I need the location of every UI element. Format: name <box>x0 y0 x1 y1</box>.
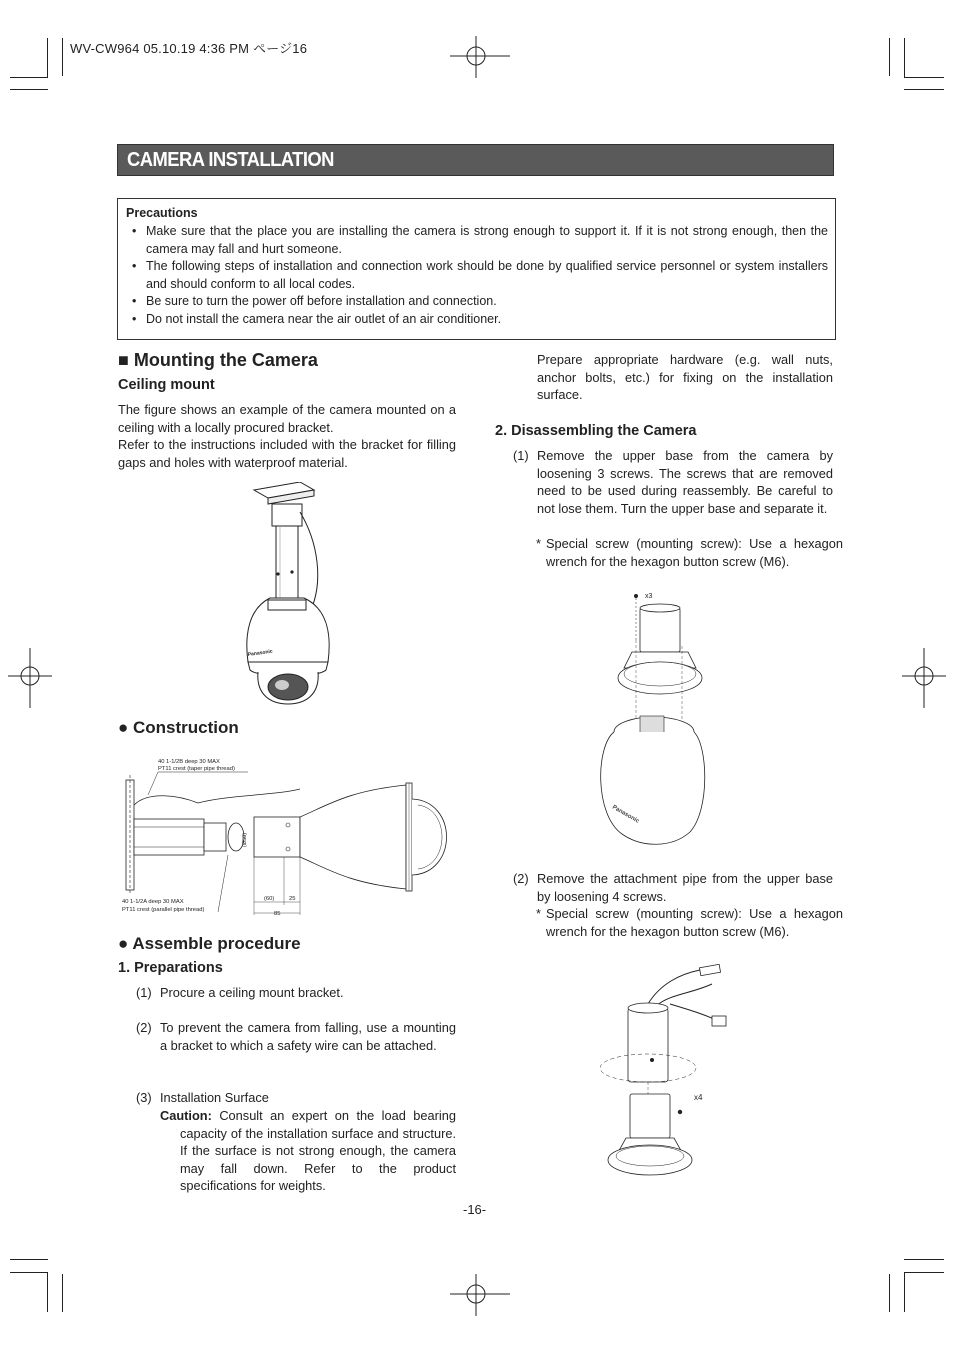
precaution-item: • The following steps of installation and connection work should be done by qualified service personnel or system installers and should conform to all local codes. <box>130 258 828 293</box>
crop-mark <box>904 38 905 78</box>
prep-step-3: (3) Installation Surface <box>136 1090 269 1105</box>
registration-mark <box>450 1274 510 1316</box>
precaution-item: • Make sure that the place you are installing the camera is strong enough to support it. If it is not strong enough, then the camera may fall and hurt someone. <box>130 223 828 258</box>
construction-dim-25: 25 <box>289 896 296 902</box>
construction-label-top-1: 40 1-1/2B deep 30 MAX <box>158 759 220 765</box>
attachment-pipe-illustration <box>600 964 740 1178</box>
page-number: -16- <box>463 1202 487 1217</box>
screw-note-1: * Special screw (mounting screw): Use a hexagon wrench for the hexagon button screw (M6). <box>536 535 843 570</box>
crop-mark <box>904 1272 944 1273</box>
caution-label: Caution: <box>160 1108 212 1123</box>
assemble-heading: ● Assemble procedure <box>118 934 301 953</box>
prepare-hardware-text: Prepare appropriate hardware (e.g. wall nuts, anchor bolts, etc.) for fixing on the installation surface. <box>537 352 833 402</box>
crop-mark <box>62 38 63 76</box>
ceiling-camera-illustration <box>240 482 340 708</box>
construction-dim-diameter: (Ø58) <box>242 832 248 847</box>
prep-step-2: (2) To prevent the camera from falling, use a mounting a bracket to which a safety wire can be attached. <box>136 1020 456 1053</box>
prep-step-1: (1) Procure a ceiling mount bracket. <box>136 985 344 1000</box>
registration-mark <box>902 648 946 708</box>
caution-note <box>160 1107 456 1195</box>
construction-dim-60: (60) <box>264 896 275 902</box>
crop-mark <box>10 1259 48 1260</box>
precautions-box <box>117 198 836 340</box>
screw-count-label: x3 <box>645 593 653 600</box>
crop-mark <box>10 77 48 78</box>
ceiling-mount-text: The figure shows an example of the camera mounted on a ceiling with a locally procured bracket. Refer to the instructions included with the bracket for filling gaps and holes with waterproof material. <box>118 402 456 470</box>
screw-count-label-2: x4 <box>694 1093 703 1102</box>
construction-label-bottom-1: 40 1-1/2A deep 30 MAX <box>122 899 184 905</box>
mounting-heading: ■ Mounting the Camera <box>118 350 318 370</box>
construction-label-top-2: PT11 crest (taper pipe thread) <box>158 766 235 772</box>
disassemble-camera-illustration <box>592 586 712 854</box>
crop-mark <box>10 1272 48 1273</box>
page-title-bar <box>117 144 834 176</box>
crop-mark <box>889 1274 890 1312</box>
construction-dim-85: 85 <box>274 911 281 917</box>
caution-text: Consult an expert on the load bearing capacity of the installation surface and structure. If the surface is not strong enough, the camera may fall down. Refer to the product specifications for weights. <box>180 1108 456 1193</box>
precaution-item: • Be sure to turn the power off before installation and connection. <box>130 293 828 311</box>
crop-mark <box>889 38 890 76</box>
registration-mark <box>8 648 52 708</box>
crop-mark <box>47 38 48 78</box>
construction-heading: ● Construction <box>118 718 239 737</box>
disassemble-step-2: (2) Remove the attachment pipe from the upper base by loosening 4 screws. <box>513 871 833 904</box>
precaution-item: • Do not install the camera near the air outlet of an air conditioner. <box>130 311 828 329</box>
crop-mark <box>904 89 944 90</box>
crop-mark <box>62 1274 63 1312</box>
crop-mark <box>10 89 48 90</box>
page-title: CAMERA INSTALLATION <box>127 149 334 171</box>
precautions-list <box>130 223 828 328</box>
crop-mark <box>904 1272 905 1312</box>
screw-note-2: * Special screw (mounting screw): Use a hexagon wrench for the hexagon button screw (M6). <box>536 905 843 940</box>
crop-mark <box>904 1259 944 1260</box>
disassemble-heading: 2. Disassembling the Camera <box>495 423 697 439</box>
crop-mark <box>904 77 944 78</box>
camera-brand-label-2: Panasonic <box>611 804 640 825</box>
registration-mark <box>450 36 510 78</box>
preparations-heading: 1. Preparations <box>118 960 223 976</box>
construction-label-bottom-2: PT11 crest (parallel pipe thread) <box>122 907 205 913</box>
construction-diagram <box>118 755 458 920</box>
camera-brand-label: Panasonic <box>247 648 274 658</box>
disassemble-step-1: (1) Remove the upper base from the camera by loosening 3 screws. The screws that are removed need to be used during reassembly. Be careful to not lose them. Turn the upper base and separate it. <box>513 448 833 516</box>
ceiling-mount-heading: Ceiling mount <box>118 377 215 393</box>
crop-mark <box>47 1272 48 1312</box>
precautions-title: Precautions <box>126 206 198 220</box>
print-header: WV-CW964 05.10.19 4:36 PM ページ16 <box>70 41 308 56</box>
